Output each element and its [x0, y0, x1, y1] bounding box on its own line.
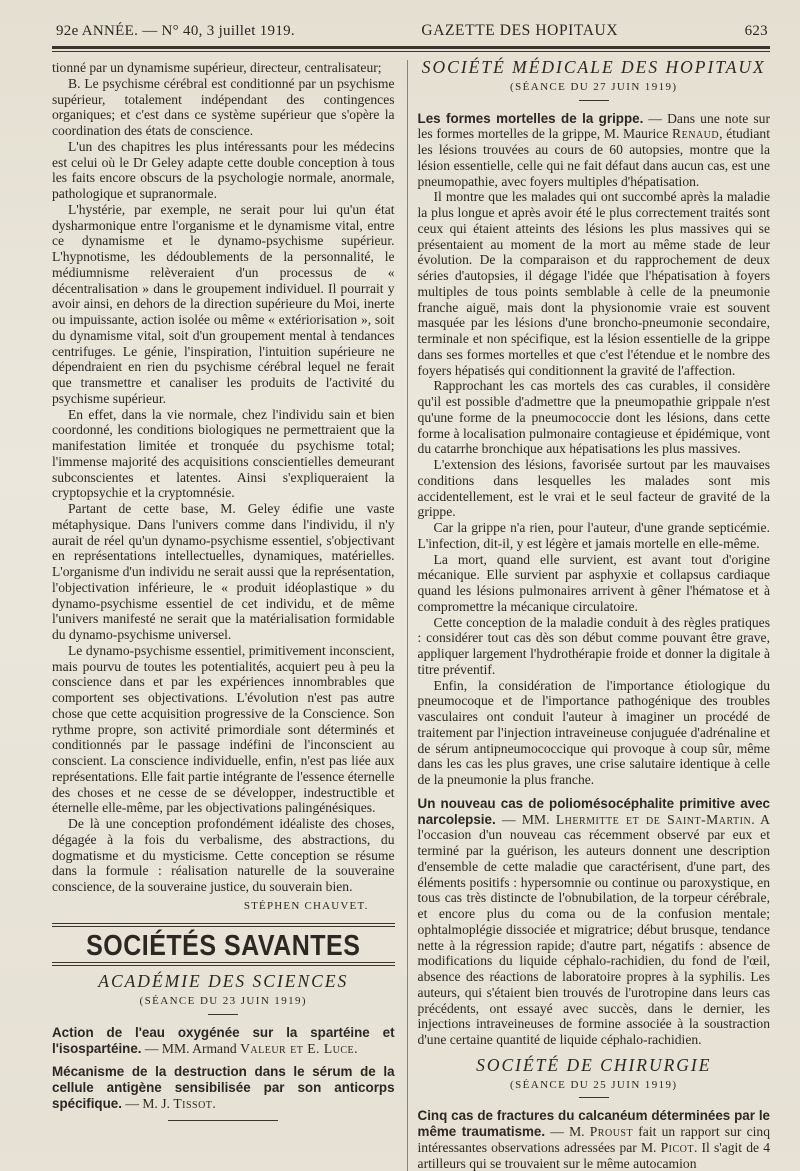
page-number: 623	[744, 23, 768, 39]
report-authors: Renaud	[672, 126, 720, 142]
report-text: fait un rapport sur cinq intéressantes observations adressées par M.	[417, 1124, 770, 1155]
paragraph: Le dynamo-psychisme essentiel, primitivement inconscient, mais pourvu de toutes les potentialités, acquiert peu à peu la conscience dans et par les expériences innombrables que comportent ses objectivations. L'évolution n'est pas autre chose que cette acquisition progressive de la Conscience. Son rythme propre, son activité primordiale sont déterminés et conditionnés par le passage indéfini de l'inconscient au conscient. La conscience individuelle, enfin, n'est pas liée aux représentations. Elle fait partie intégrante de l'essence éternelle des choses et ne cesse de se développer, indestructible et éternelle elle-même, par les objectivations palingénésiques.	[52, 642, 395, 816]
report-text: — Dans une note sur les formes mortelles de la grippe, M. Maurice	[417, 110, 770, 142]
right-column	[407, 57, 770, 1171]
report-item	[52, 1025, 395, 1057]
society-title: SOCIÉTÉ DE CHIRURGIE	[476, 1054, 712, 1075]
report-text: . Il s'agit de 4 artilleurs qui se trouvaient sur le même autocamion	[417, 1139, 770, 1171]
report-title: Un nouveau cas de poliomésocéphalite primitive avec narcolepsie.	[417, 795, 770, 827]
paragraph: Car la grippe n'a rien, pour l'auteur, d'une grande septicémie. L'infection, dit-il, y est légère et jamais mortelle en elle-même.	[417, 520, 770, 551]
society-title: ACADÉMIE DES SCIENCES	[98, 971, 349, 992]
section-divider	[52, 923, 395, 927]
report-text: — MM.	[495, 811, 556, 827]
report-authors: Valeur et E. Luce.	[240, 1040, 359, 1056]
session-date: (SÉANCE DU 23 JUIN 1919)	[139, 995, 307, 1007]
left-column	[52, 60, 407, 1171]
paragraph: En effet, dans la vie normale, chez l'individu sain et bien coordonné, les conditions biologiques ne permettraient que la manifestation limitée et tronquée du psychisme total; l'immense majorité des acquisitions conscientielles demeurant subconscientes et latentes. Ainsi s'expliqueraient la cryptopsychie et la cryptomnésie.	[52, 406, 395, 501]
session-date: (SÉANCE DU 27 JUIN 1919)	[510, 80, 678, 93]
report-title: Mécanisme de la destruction dans le sérum de la cellule antigène sensibilisée par son anticorps spécifique.	[52, 1064, 395, 1111]
report-item	[418, 796, 770, 1048]
paragraph: B. Le psychisme cérébral est conditionné par un psychisme supérieur, totalement indépendant des contingences organiques; et c'est dans ce système supérieur que s'opère la coordination des états de conscience.	[52, 75, 395, 138]
report-title: Action de l'eau oxygénée sur la spartéine et l'isospartéine.	[52, 1024, 395, 1056]
report-text: — MM. Armand	[141, 1040, 241, 1056]
report-item	[418, 1108, 770, 1171]
paragraph: Cette conception de la maladie conduit à des règles pratiques : considérer tout cas dès son début comme pouvant être grave, appliquer largement l'hydrothérapie froide et donner la digitale à titre préventif.	[417, 614, 770, 677]
paragraph: Rapprochant les cas mortels des cas curables, il considère qu'il est possible d'admettre que la pneumopathie grippale n'est qu'une forme de la pneumococcie dont les lésions, dans cette forme à localisation pulmonaire contagieuse et épidémique, vont du catarrhe bronchique aux hépatisations les plus massives.	[417, 378, 770, 457]
running-header	[52, 22, 770, 44]
journal-title: GAZETTE DES HOPITAUX	[421, 22, 619, 39]
report-authors: Proust	[589, 1124, 634, 1139]
paragraph: Enfin, la considération de l'importance étiologique du pneumocoque et de l'importance pathogénique des troubles vasculaires ont conduit l'auteur à imaginer un procédé de traitement par l'injection intraveineuse conjuguée d'adrénaline et de sérum antipneumococcique qui provoque à coup sûr, même dans les cas les plus graves, une crise salutaire identique à celle de la pneumonie la plus franche.	[417, 677, 770, 787]
report-text: — M.	[545, 1124, 590, 1139]
report-text: — M. J.	[121, 1095, 174, 1111]
paragraph: tionné par un dynamisme supérieur, directeur, centralisateur;	[52, 60, 382, 75]
short-divider	[579, 1097, 609, 1098]
section-divider	[52, 962, 395, 966]
issue-info: 92e ANNÉE. — N° 40, 3 juillet 1919.	[56, 23, 295, 39]
report-text: , étudiant les lésions trouvées au cours de 60 autopsies, montre que la lésion essentielle, celle qui ne fait défaut dans aucun cas, est une pneumopathie, avec foyers multiples d'hépatisation.	[417, 126, 770, 189]
short-divider	[208, 1014, 238, 1015]
session-date: (SÉANCE DU 25 JUIN 1919)	[510, 1078, 678, 1091]
society-title: SOCIÉTÉ MÉDICALE DES HOPITAUX	[421, 57, 766, 77]
end-rule	[168, 1120, 278, 1121]
report-authors: Tissot.	[173, 1095, 217, 1111]
report-authors: Picot	[660, 1139, 694, 1155]
paragraph: Partant de cette base, M. Geley édifie une vaste métaphysique. Dans l'univers comme dans l'individu, il n'y aurait de réel qu'un dynamo-psychisme essentiel, s'objectivant en représentations intellectuelles, dynamiques, matérielles. L'organisme d'un individu ne serait aussi que la représentation, l'objectivation inférieure, le « produit idéoplastique » du dynamo-psychisme essentiel de cet individu, et de même l'univers manifesté ne serait que la matérialisation formidable du dynamo-psychisme universel.	[52, 501, 395, 642]
paragraph: La mort, quand elle survient, est avant tout d'origine mécanique. Elle survient par asphyxie et collapsus cardiaque quand les lésions pulmonaires arrivent à gêner l'hématose et à compromettre la mécanique circulatoire.	[417, 551, 770, 614]
short-divider	[579, 100, 609, 101]
columns	[52, 57, 770, 1171]
report-text: . A l'occasion d'un nouveau cas récemment observé par eux et terminé par la guérison, les auteurs donnent une description d'ensemble de cette maladie que caractérisent, d'une part, des éléments positifs : hypersomnie ou continue ou paroxystique, en tous cas très distincte de l'obnubilation, de la torpeur cérébrale, et encore plus du coma ou de la confusion mentale; ophtalmoplégie dissociée et migratrice; début brusque, tendance nette à la régression rapide; d'autre part, négatifs : absence de modifications du liquide céphalo-rachidien, du fond de l'œil, absence des réactions de laboratoire propres à la syphilis. Les auteurs, qui s'étaient bien trouvés de l'urotropine dans leurs cas précédents, ont essayé avec succès, dans le dernier, les injections intraveineuses de formine associée à la soustraction d'une certaine quantité de liquide céphalo-rachidien.	[417, 811, 770, 1047]
author-signature: STÉPHEN CHAUVET.	[243, 899, 369, 912]
paragraph: L'extension des lésions, favorisée surtout par les mauvaises conditions dans lesquelles les malades sont mis accidentellement, est le vrai et le seul facteur de gravité de la grippe.	[417, 457, 770, 520]
header-rule-thin	[52, 51, 770, 52]
paragraph: L'un des chapitres les plus intéressants pour les médecins est celui où le Dr Geley adapte cette double conception à tous les faits encore obscurs de la psychologie normale, anormale, pathologique et supranormale.	[52, 138, 395, 201]
paragraph: De là une conception profondément idéaliste des choses, dégagée à la fois du verbalisme, des abstractions, du dogmatisme et du mysticisme. Cette conception se résume dans la formule : réalisation naturelle de la souveraine conscience, de la souveraine justice, du souverain bien.	[52, 816, 395, 894]
report-title: Cinq cas de fractures du calcanéum déterminées par le même traumatisme.	[417, 1108, 770, 1139]
report-title: Les formes mortelles de la grippe.	[417, 110, 644, 126]
report-item	[418, 111, 770, 190]
report-authors: Lhermitte et de Saint-Martin	[555, 811, 752, 827]
header-rule-thick	[52, 46, 770, 49]
section-title: SOCIÉTÉS SAVANTES	[86, 929, 361, 962]
paragraph: Il montre que les malades qui ont succombé après la maladie la plus longue et après avoir été le plus correctement traités sont ceux qui étaient atteints des lésions les plus massives qui se présentaient au moment de la mort au même stade de leur évolution. De la comparaison et du rapprochement de deux séries d'autopsies, il dégage l'idée que l'hépatisation à foyers multiples de tous points semblable à celle de la pneumonie franche aiguë, mais dont la physionomie vraie est souvent masquée par les lésions d'une broncho-pneumonie secondaire, terminale et non spécifique, est la lésion essentielle de la grippe dans ses formes mortelles et que c'est l'étendue et le nombre des foyers hépatisés qui conditionnent la gravité de l'affection.	[417, 189, 770, 378]
paragraph: L'hystérie, par exemple, ne serait pour lui qu'un état dysharmonique entre l'organisme et le dynamisme vital, entre ce dynamisme et le dynamo-psychisme supérieur. L'hypnotisme, les dédoublements de la personnalité, le médiumnisme relèveraient d'un processus de « décentralisation » dans le groupement individuel. Il pourrait y avoir ainsi, en dehors de la direction supérieure du Moi, inerte ou impuissante, action isolée ou même « extériorisation », soit du dynamisme vital, soit d'un groupement mental à tendances centrifuges. Le génie, l'inspiration, l'intuition supérieure ne dépendraient en rien du psychisme cérébral lequel ne ferait que transmettre et canaliser les produits de l'activité du psychisme supérieur.	[52, 201, 395, 406]
report-item	[52, 1064, 395, 1111]
